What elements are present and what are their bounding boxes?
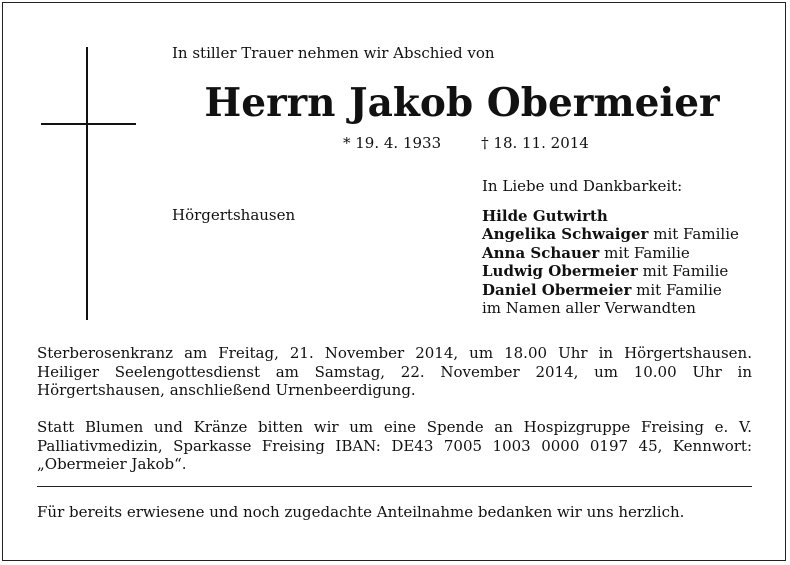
mourner-name: Angelika Schwaiger [482,225,649,243]
death-date: † 18. 11. 2014 [481,134,589,152]
birth-date: * 19. 4. 1933 [343,134,442,152]
place-name: Hörgertshausen [172,206,296,224]
relatives-line: im Namen aller Verwandten [482,299,696,317]
mourner-suffix: mit Familie [637,262,729,280]
mourner-line [482,262,739,281]
service-paragraph: Sterberosenkranz am Freitag, 21. November 2014, um 18.00 Uhr in Hörgertshausen. Heiliger Seelengottesdienst am Samstag, 22. November 2014, um 10.00 Uhr in Hörgertshausen, anschließend Urnenbeerdigung. [37,344,752,399]
mourner-line [482,207,739,226]
life-dates [343,134,589,152]
divider [37,486,752,487]
deceased-name: Herrn Jakob Obermeier [204,80,720,126]
intro-text: In stiller Trauer nehmen wir Abschied von [172,44,495,62]
mourner-name: Daniel Obermeier [482,280,632,299]
cross-vertical-bar [86,47,88,320]
mourner-suffix: mit Familie [648,225,739,243]
mourner-line [482,225,739,244]
closing-text: Für bereits erwiesene und noch zugedachte Anteilnahme bedanken wir uns herzlich. [37,503,685,521]
donation-paragraph: Statt Blumen und Kränze bitten wir um eine Spende an Hospizgruppe Freising e. V. Palliativmedizin, Sparkasse Freising IBAN: DE43 7005 1003 0000 0197 45, Kennwort: „Obermeier Jakob“. [37,418,752,473]
mourner-name: Hilde Gutwirth [482,206,608,225]
mourner-name: Anna Schauer [482,243,600,262]
cross-horizontal-bar [41,123,136,125]
mourner-suffix: mit Familie [631,280,722,299]
thanks-heading: In Liebe und Dankbarkeit: [482,177,683,195]
mourner-line [482,244,739,263]
mourner-line [482,281,739,300]
mourner-name: Ludwig Obermeier [482,262,638,280]
mourners-block [482,177,739,318]
mourner-suffix: mit Familie [599,243,690,262]
